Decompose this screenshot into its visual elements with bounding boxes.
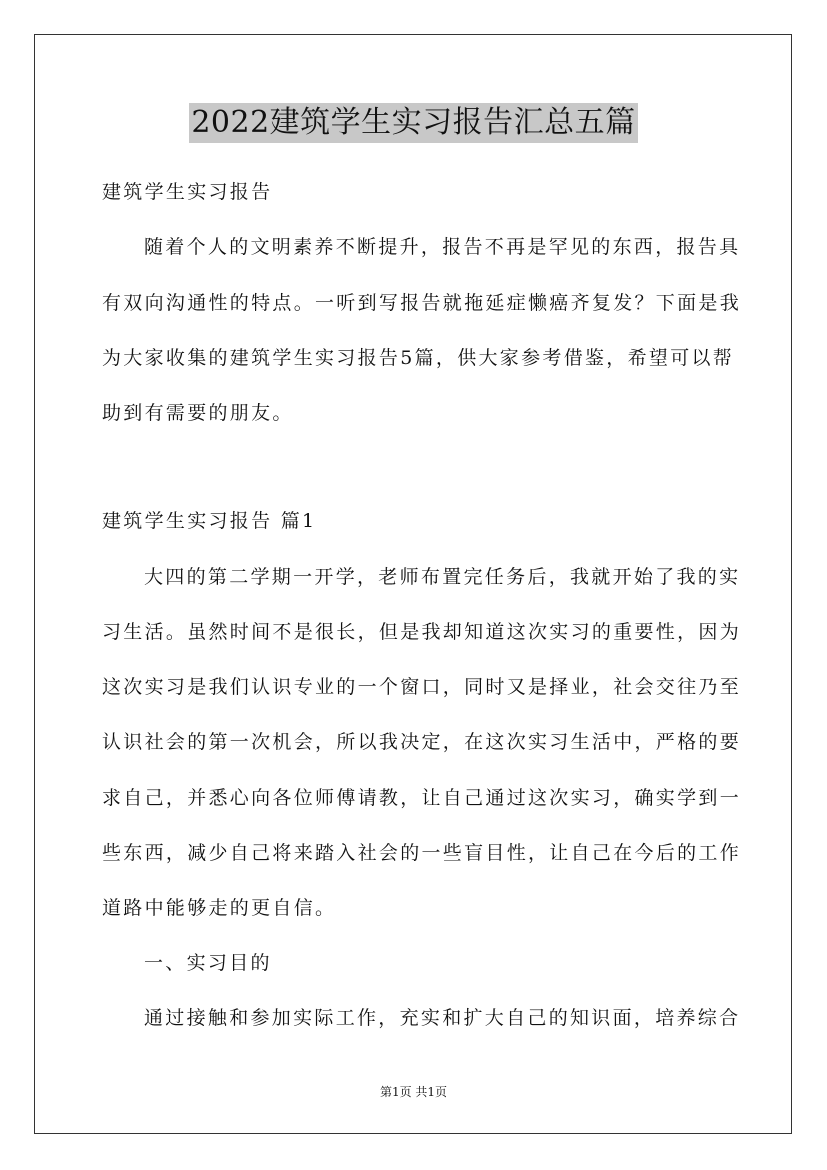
paragraph-line: 些东西，减少自己将来踏入社会的一些盲目性，让自己在今后的工作 (102, 842, 742, 864)
section-heading: 建筑学生实习报告 篇1 (102, 510, 317, 532)
heading-intro: 建筑学生实习报告 (102, 181, 273, 203)
paragraph-line: 助到有需要的朋友。 (102, 402, 294, 424)
paragraph-line: 大四的第二学期一开学，老师布置完任务后，我就开始了我的实 (144, 566, 741, 588)
paragraph-line: 为大家收集的建筑学生实习报告5篇，供大家参考借鉴，希望可以帮 (102, 347, 735, 369)
subsection-heading: 一、实习目的 (144, 952, 272, 974)
paragraph-line: 这次实习是我们认识专业的一个窗口，同时又是择业，社会交往乃至 (102, 676, 742, 698)
paragraph-line: 认识社会的第一次机会，所以我决定，在这次实习生活中，严格的要 (102, 731, 742, 753)
title-container (0, 103, 827, 143)
paragraph-line: 有双向沟通性的特点。一听到写报告就拖延症懒癌齐复发？下面是我 (102, 292, 742, 314)
document-title: 2022建筑学生实习报告汇总五篇 (189, 103, 637, 143)
paragraph-line: 通过接触和参加实际工作，充实和扩大自己的知识面，培养综合 (144, 1007, 741, 1029)
page-footer: 第1页 共1页 (379, 1085, 448, 1099)
paragraph-line: 求自己，并悉心向各位师傅请教，让自己通过这次实习，确实学到一 (102, 787, 742, 809)
paragraph-line: 习生活。虽然时间不是很长，但是我却知道这次实习的重要性，因为 (102, 621, 742, 643)
paragraph-line: 道路中能够走的更自信。 (102, 897, 337, 919)
paragraph-line: 随着个人的文明素养不断提升，报告不再是罕见的东西，报告具 (144, 236, 741, 258)
